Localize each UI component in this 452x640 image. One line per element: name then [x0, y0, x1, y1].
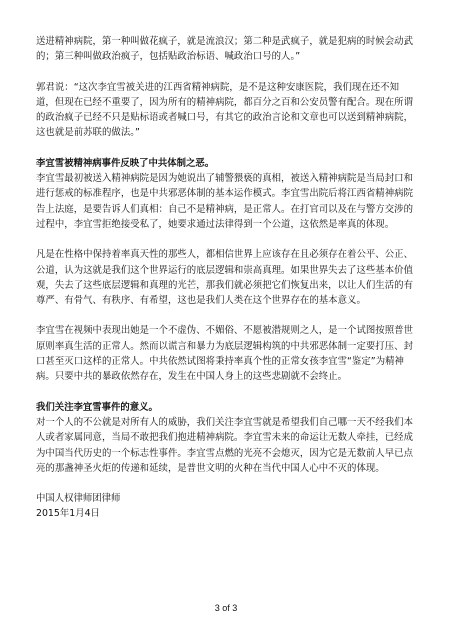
section-body: 李宜雪最初被送入精神病院是因为她说出了辅警猥亵的真相，被送入精神病院是当局封口和进行惩戒的标准程序，也是中共邪恶体制的基本运作模式。李宜雪出院后将江西省精神病院告上法庭，是要告诉人们真相：自己不是精神病，是正常人。在打官司以及在与警方交涉的过程中，李宜雪拒绝接受私了，她要求通过法律得到一个公道，这依然是率真的体现。 — [36, 173, 414, 230]
section-significance — [36, 400, 416, 476]
paragraph-guo-jun-quote: 郭君说：“这次李宜雪被关进的江西省精神病院，是不是这种安康医院，我们现在还不知道，但现在已经不重要了，因为所有的精神病院，都百分之百和公安员警有配合。现在所谓的政治疯子已经不只是贴标语或者喊口号，有其它的政治言论和文章也可以送到精神病院，这也就是前苏联的做法。” — [36, 81, 414, 139]
section-heading: 李宜雪被精神病事件反映了中共体制之恶。 — [36, 157, 215, 169]
paragraph-li-yixue-video: 李宜雪在视频中表现出她是一个不虚伪、不媚俗、不愿被潜规则之人，是一个试图按照普世原则率真生活的正常人。然而以谎言和暴力为底层逻辑构筑的中共邪恶体制一定要打压、封口甚至灭口这样的正常人。中共依然试图将秉持率真个性的正常女孩李宜雪“鉴定”为精神病。只要中共的暴政依然存在，发生在中国人身上的这些悲剧就不会终止。 — [36, 325, 414, 383]
signature-block — [36, 491, 416, 522]
paragraph-fairness: 凡是在性格中保持着率真天性的那些人，都相信世界上应该存在且必须存在着公平、公正、公道，认为这就是我们这个世界运行的底层逻辑和崇高真理。如果世界失去了这些基本价值观，失去了这些底层逻辑和真理的光芒，那我们就必须把它们恢复出来，以让人们生活的有尊严、有骨气、有秩序、有希望，这也是我们人类在这个世界存在的基本意义。 — [36, 249, 414, 307]
page-number: 3 of 3 — [214, 603, 238, 613]
signature-date: 2015年1月4日 — [36, 508, 100, 520]
section-evil-of-system — [36, 156, 416, 232]
section-body: 对一个人的不公就是对所有人的威胁，我们关注李宜雪就是希望我们自己哪一天不经我们本人或者家属同意，当局不敢把我们抱进精神病院。李宜雪未来的命运让无数人牵挂，已经成为中国当代历史的一个标志性事件。李宜雪点燃的光亮不会熄灭，因为它是无数前人早已点亮的那盏神圣火炬的传递和延续，是普世文明的火种在当代中国人心中不灭的体现。 — [36, 416, 414, 474]
section-heading: 我们关注李宜雪事件的意义。 — [36, 401, 158, 413]
signature-org: 中国人权律师团律师 — [36, 493, 121, 505]
paragraph-quote-continuation: 送进精神病院，第一种叫做花疯子，就是流浪汉；第二种是武疯子，就是犯病的时候会动武的；第三种叫做政治疯子，包括贴政治标语、喊政治口号的人。” — [36, 36, 414, 63]
